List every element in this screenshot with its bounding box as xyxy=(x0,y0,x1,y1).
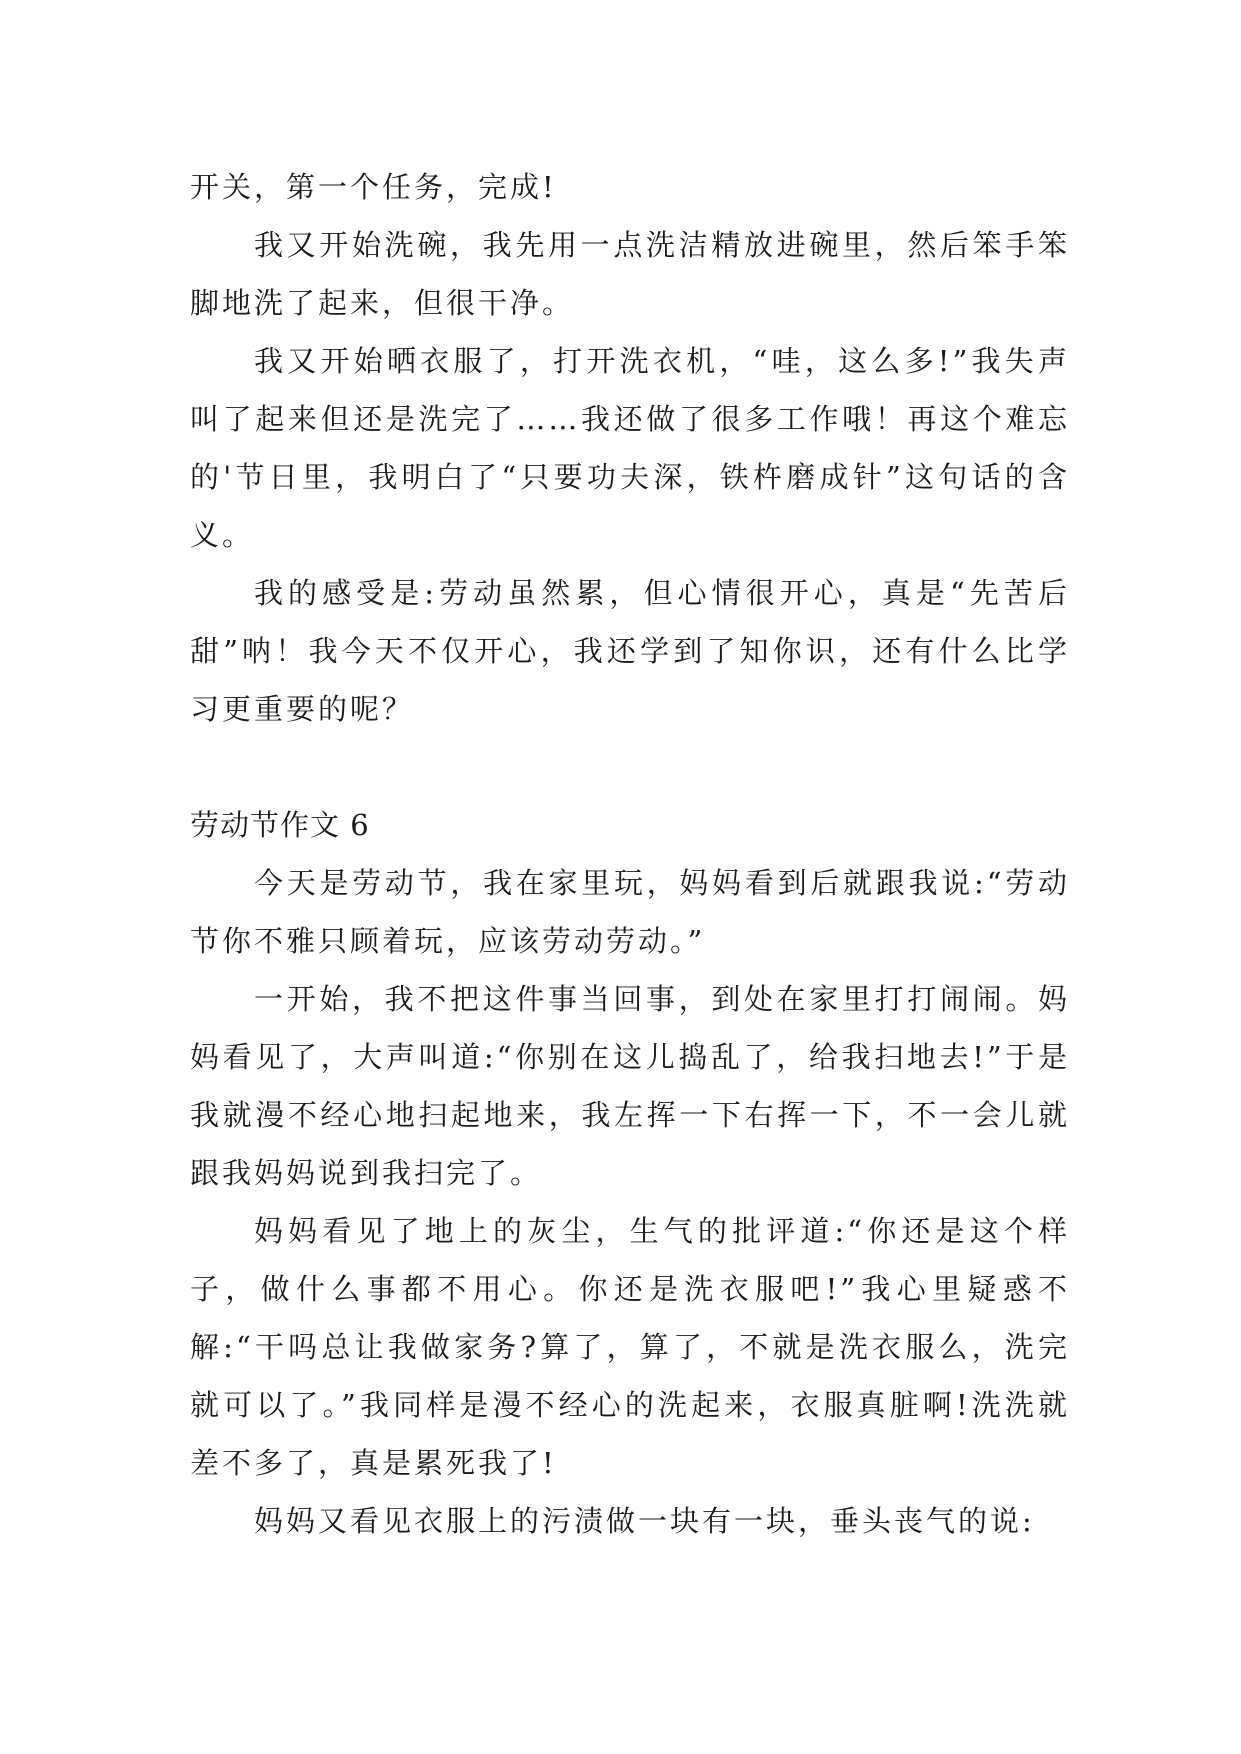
paragraph-stains: 妈妈又看见衣服上的污渍做一块有一块，垂头丧气的说: xyxy=(254,1504,1035,1538)
section-title: 劳动节作文 6 xyxy=(190,808,370,842)
paragraph-laundry: 妈妈看见了地上的灰尘，生气的批评道:“你还是这个样子，做什么事都不用心。你还是洗衣服吧!”我心里疑惑不解:“干吗总让我做家务?算了，算了，不就是洗衣服么，洗完就可以了。”我同样是漫不经心的洗起来，衣服真脏啊!洗洗就差不多了，真是累死我了! xyxy=(190,1214,1070,1480)
paragraph-drying-clothes: 我又开始晒衣服了，打开洗衣机，“哇，这么多!”我失声叫了起来但还是洗完了……我还做了很多工作哦！再这个难忘的'节日里，我明白了“只要功夫深，铁杵磨成针”这句话的含义。 xyxy=(190,344,1070,552)
paragraph-sweeping: 一开始，我不把这件事当回事，到处在家里打打闹闹。妈妈看见了，大声叫道:“你别在这儿捣乱了，给我扫地去!”于是我就漫不经心地扫起地来，我左挥一下右挥一下，不一会儿就跟我妈妈说到我扫完了。 xyxy=(190,982,1070,1190)
paragraph-washing-dishes: 我又开始洗碗，我先用一点洗洁精放进碗里，然后笨手笨脚地洗了起来，但很干净。 xyxy=(190,228,1070,320)
paragraph-labor-day: 今天是劳动节，我在家里玩，妈妈看到后就跟我说:“劳动节你不雅只顾着玩，应该劳动劳动。” xyxy=(190,866,1070,958)
document-body xyxy=(190,158,1070,1550)
paragraph-feelings: 我的感受是:劳动虽然累，但心情很开心，真是“先苦后甜”呐！我今天不仅开心，我还学到了知你识，还有什么比学习更重要的呢？ xyxy=(190,576,1070,726)
paragraph-continuation: 开关，第一个任务，完成! xyxy=(190,170,557,204)
